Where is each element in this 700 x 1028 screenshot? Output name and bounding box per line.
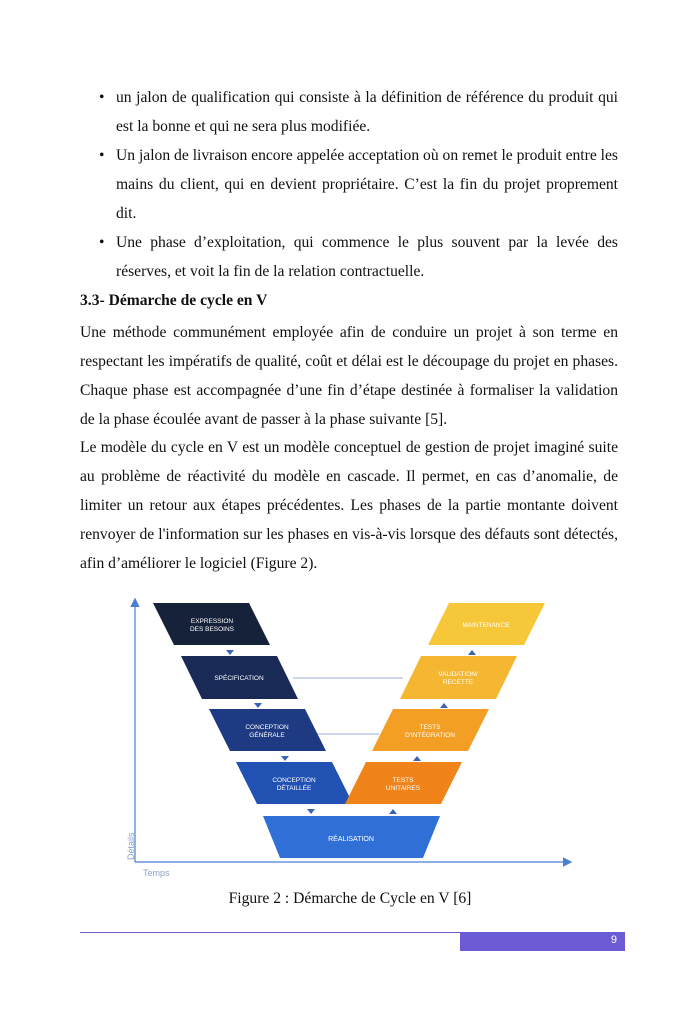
label-line: DÉTAILLÉE xyxy=(276,785,312,792)
bullet-list xyxy=(96,83,618,286)
phase-label-validation xyxy=(438,671,478,686)
phase-label-expression xyxy=(190,618,235,633)
arrow-down-icon xyxy=(226,650,234,655)
paragraph: Une méthode communément employée afin de conduire un projet à son terme en respectant les impératifs de qualité, coût et délai est le découpage du projet en phases. Chaque phase est accompagnée d’une fin d’étape destinée à formaliser la validation de la phase écoulée avant de passer à la phase suivante [5]. xyxy=(80,324,618,428)
label-line: VALIDATION/ xyxy=(438,671,478,678)
phase-label-realisation: RÉALISATION xyxy=(328,836,374,843)
list-item xyxy=(96,228,618,286)
bullet-icon: • xyxy=(99,89,105,106)
v-cycle-diagram xyxy=(125,592,580,890)
arrow-up-icon xyxy=(413,756,421,761)
label-line: SPÉCIFICATION xyxy=(214,675,264,682)
list-item xyxy=(96,141,618,228)
arrow-up-icon xyxy=(440,703,448,708)
bullet-text: Une phase d’exploitation, qui commence le plus souvent par la levée des réserves, et voit la fin de la relation contractuelle. xyxy=(116,234,618,280)
phase-label-specification xyxy=(214,673,264,682)
bullet-icon: • xyxy=(99,147,105,164)
label-line: UNITAIRES xyxy=(385,785,421,792)
label-line: EXPRESSION xyxy=(190,618,234,625)
arrow-down-icon xyxy=(307,809,315,814)
label-line: MAINTENANCE xyxy=(462,622,510,629)
figure-caption: Figure 2 : Démarche de Cycle en V [6] xyxy=(228,890,472,907)
list-item xyxy=(96,83,618,141)
bullet-text: un jalon de qualification qui consiste à la définition de référence du produit qui est la bonne et qui ne sera plus modifiée. xyxy=(116,89,618,135)
section-title: 3.3- Démarche de cycle en V xyxy=(80,292,268,309)
label-line: DES BESOINS xyxy=(189,626,235,633)
label-line: CONCEPTION xyxy=(245,724,289,731)
phase-label-conception-generale xyxy=(245,724,289,739)
phase-label-conception-detaillee xyxy=(272,777,316,792)
label-line: GÉNÉRALE xyxy=(249,732,285,739)
arrow-up-icon xyxy=(389,809,397,814)
y-axis-label: Détails xyxy=(126,832,136,860)
x-axis-label: Temps xyxy=(143,868,170,878)
label-line: D'INTÉGRATION xyxy=(405,732,455,739)
label-line: RECETTE xyxy=(442,679,474,686)
label-line: TESTS xyxy=(392,777,414,784)
phase-label-maintenance xyxy=(462,622,510,629)
bullet-text: Un jalon de livraison encore appelée acceptation où on remet le produit entre les mains du client, qui en devient propriétaire. C’est la fin du projet proprement dit. xyxy=(116,147,618,222)
arrow-down-icon xyxy=(254,703,262,708)
paragraph: Le modèle du cycle en V est un modèle conceptuel de gestion de projet imaginé suite au problème de réactivité du modèle en cascade. Il permet, en cas d’anomalie, de limiter un retour aux étapes précédentes. Les phases de la partie montante doivent renvoyer de l'information sur les phases en vis-à-vis lorsque des défauts sont détectés, afin d’améliorer le logiciel (Figure 2). xyxy=(80,439,618,572)
label-line: TESTS xyxy=(419,724,441,731)
page-number: 9 xyxy=(610,934,617,946)
label-line: CONCEPTION xyxy=(272,777,316,784)
bullet-icon: • xyxy=(99,234,105,251)
arrow-down-icon xyxy=(281,756,289,761)
page-number-box xyxy=(460,932,625,951)
arrow-up-icon xyxy=(468,650,476,655)
